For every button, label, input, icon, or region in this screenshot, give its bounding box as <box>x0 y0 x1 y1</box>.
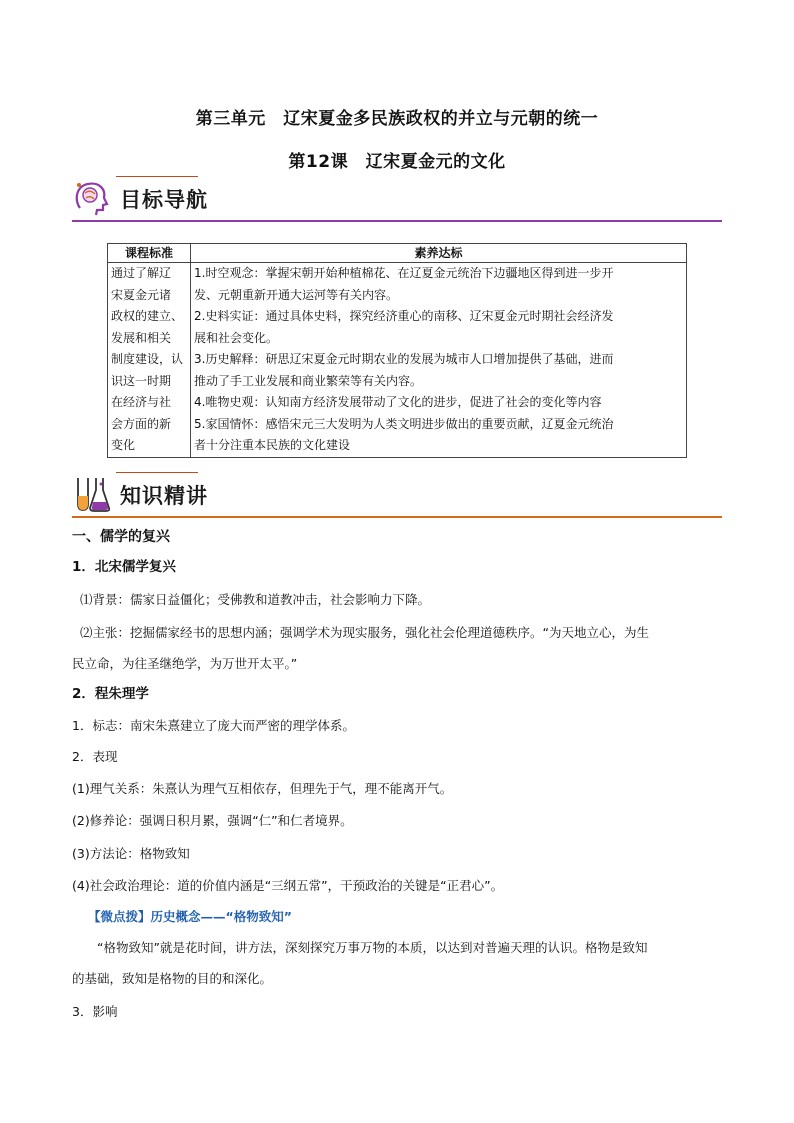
standard-line: 识这一时期 <box>111 373 172 388</box>
paragraph-advocacy: ⑵主张：挖掘儒家经书的思想内涵；强调学术为现实服务，强化社会伦理道德秩序。“为天地立心，为生 <box>80 625 649 640</box>
subheading-neo-confucianism: 2．程朱理学 <box>72 686 149 702</box>
heading-confucian-revival: 一、儒学的复兴 <box>72 529 170 545</box>
paragraph-method: (3)方法论：格物致知 <box>72 846 190 861</box>
paragraph-politics: (4)社会政治理论：道的价值内涵是“三纲五常”，干预政治的关键是“正君心”。 <box>72 878 504 893</box>
header-standard: 课程标准 <box>108 244 191 263</box>
tip-title: 历史概念——“格物致知” <box>150 909 292 924</box>
literacy-line: 者十分注重本民族的文化建设 <box>194 438 351 452</box>
standard-line: 制度建设，认 <box>111 352 184 366</box>
tip-paragraph-cont: 的基础，致知是格物的目的和深化。 <box>72 971 273 986</box>
standard-line: 政权的建立、 <box>111 309 184 323</box>
standard-line: 通过了解辽 <box>111 266 172 280</box>
standard-line: 在经济与社 <box>111 395 172 409</box>
standard-cell <box>108 263 191 458</box>
paragraph-marker: 1．标志：南宋朱熹建立了庞大而严密的理学体系。 <box>72 718 355 733</box>
knowledge-section-header <box>72 472 722 518</box>
subheading-northern-song: 1．北宋儒学复兴 <box>72 559 176 575</box>
knowledge-divider <box>72 516 722 518</box>
knowledge-label: 知识精讲 <box>120 484 208 508</box>
goals-label: 目标导航 <box>120 188 208 212</box>
tip-heading <box>88 901 738 932</box>
paragraph-li-qi: (1)理气关系：朱熹认为理气互相依存，但理先于气，理不能离开气。 <box>72 781 453 796</box>
literacy-line: 5.家国情怀：感悟宋元三大发明为人类文明进步做出的重要贡献，辽夏金元统治 <box>194 416 614 431</box>
paragraph-advocacy-cont: 民立命，为往圣继绝学，为万世开太平。” <box>72 656 298 671</box>
brain-head-icon <box>72 178 112 218</box>
literacy-line: 展和社会变化。 <box>194 330 279 345</box>
literacy-cell <box>191 263 687 458</box>
literacy-line: 推动了手工业发展和商业繁荣等有关内容。 <box>194 373 423 388</box>
goals-table-header-row <box>108 244 687 263</box>
goals-table-row <box>108 263 687 458</box>
lesson-title: 第12课 辽宋夏金元的文化 <box>288 152 506 172</box>
literacy-line: 2.史料实证：通过具体史料，探究经济重心的南移、辽宋夏金元时期社会经济发 <box>194 309 614 323</box>
header-literacy: 素养达标 <box>191 244 687 263</box>
header-accent-line <box>116 176 198 177</box>
literacy-line: 1.时空观念：掌握宋朝开始种植棉花、在辽夏金元统治下边疆地区得到进一步开 <box>194 266 614 280</box>
paragraph-cultivation: (2)修养论：强调日积月累，强调“仁”和仁者境界。 <box>72 813 353 828</box>
tip-tag: 【微点拨】 <box>88 909 151 924</box>
goals-section-header <box>72 176 722 222</box>
standard-line: 变化 <box>111 438 136 452</box>
standard-line: 宋夏金元诸 <box>111 287 172 302</box>
literacy-line: 发、元朝重新开通大运河等有关内容。 <box>194 287 399 302</box>
tip-paragraph: “格物致知”就是花时间，讲方法，深刻探究万事万物的本质，以达到对普遍天理的认识。格物是致知 <box>97 940 648 955</box>
paragraph-background: ⑴背景：儒家日益僵化；受佛教和道教冲击，社会影响力下降。 <box>80 592 431 607</box>
standard-line: 发展和相关 <box>111 330 172 345</box>
paragraph-influence: 3．影响 <box>72 1004 118 1019</box>
paragraph-manifestation: 2．表现 <box>72 749 118 764</box>
header-accent-line <box>116 472 198 473</box>
lab-flask-icon <box>72 474 112 514</box>
unit-title: 第三单元 辽宋夏金多民族政权的并立与元朝的统一 <box>195 109 599 129</box>
goals-table <box>107 243 687 458</box>
literacy-line: 4.唯物史观：认知南方经济发展带动了文化的进步，促进了社会的变化等内容 <box>194 395 602 409</box>
standard-line: 会方面的新 <box>111 416 172 431</box>
literacy-line: 3.历史解释：研思辽宋夏金元时期农业的发展为城市人口增加提供了基础，进而 <box>194 352 614 366</box>
goals-divider <box>72 220 722 222</box>
